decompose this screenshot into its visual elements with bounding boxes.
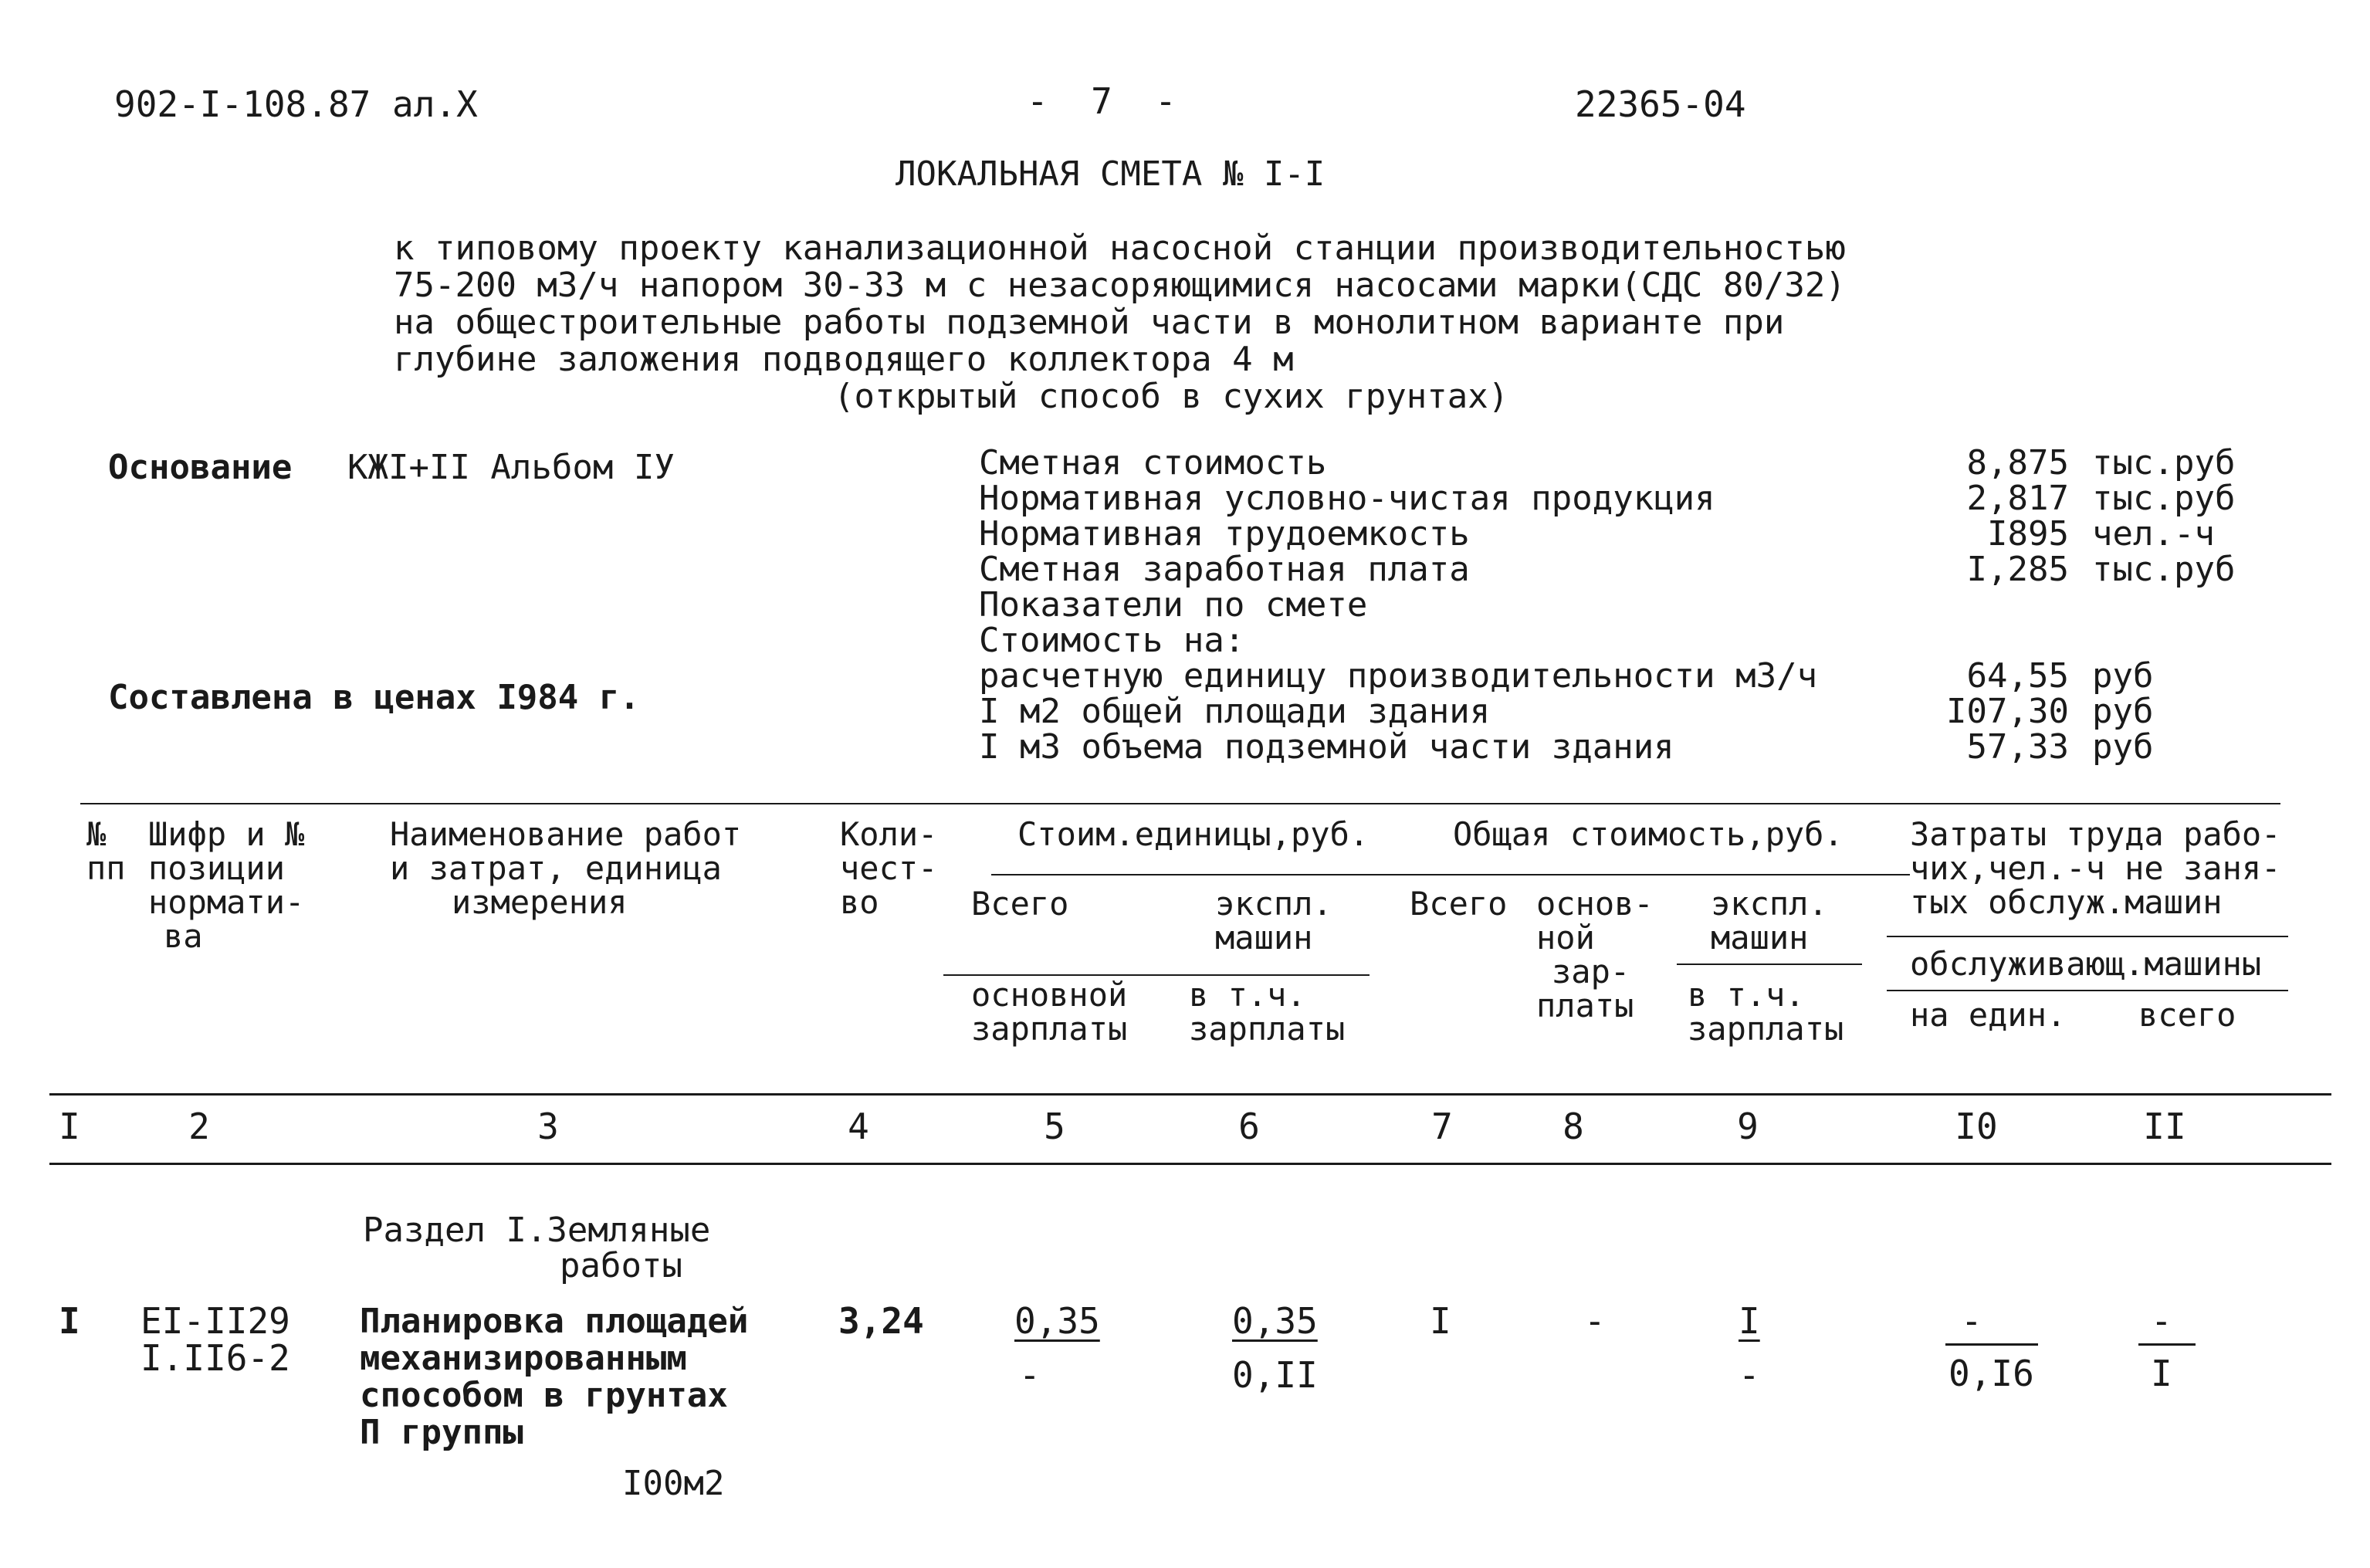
subtitle-line-2: 75-200 м3/ч напором 30-33 м с незасоряющимися насосами марки(СДС 80/32) (394, 266, 1846, 305)
table-top-rule (80, 803, 2280, 804)
header-base-salary-line1: основной (971, 976, 1128, 1014)
header-labor-line1: Затраты труда рабо- (1910, 815, 2281, 853)
subtitle-line-4: глубине заложения подводящего коллектора 4 м (394, 340, 1294, 379)
header-total-machines-line1: экспл. (1711, 885, 1828, 923)
subtitle-line-5: (открытый способ в сухих грунтах) (834, 377, 1509, 416)
header-unit-machines-line1: экспл. (1215, 885, 1332, 923)
indicator-value: 57,33 (1966, 727, 2069, 767)
row-unit: I00м2 (622, 1464, 725, 1503)
header-total-incl-salary-line2: зарплаты (1688, 1010, 1844, 1048)
indicator-label: Нормативная трудоемкость (979, 514, 1470, 554)
indicator-label: Стоимость на: (979, 621, 1245, 660)
header-serving-rule (1887, 990, 2288, 991)
header-unit-total: Всего (971, 885, 1069, 923)
header-code-line3: нормати- (148, 883, 305, 921)
header-total-machines-line2: машин (1711, 919, 1809, 957)
row-quantity: 3,24 (838, 1300, 924, 1342)
header-per-unit: на един. (1910, 996, 2067, 1034)
header-total-salary-line3: зар- (1552, 953, 1630, 991)
header-total-salary-line2: ной (1536, 919, 1595, 957)
header-name-line2: и затрат, единица (390, 849, 722, 887)
header-code-line2: позиции (148, 849, 286, 887)
header-code-line4: ва (164, 917, 203, 955)
column-number: 9 (1737, 1106, 1759, 1147)
row-unit-machine-salary: 0,II (1232, 1354, 1318, 1396)
section-title-line1: Раздел I.Земляные (363, 1211, 711, 1250)
row-labor-unit-rule (1945, 1343, 2038, 1346)
indicator-label: Нормативная условно-чистая продукция (979, 479, 1715, 518)
column-number: 4 (848, 1106, 869, 1147)
indicator-unit: тыс.руб (2092, 443, 2236, 483)
row-unit-total: 0,35 (1014, 1300, 1100, 1342)
header-qty-line3: во (840, 883, 879, 921)
row-name-line1: Планировка площадей (360, 1302, 749, 1341)
row-name-line2: механизированным (360, 1339, 687, 1378)
indicator-unit: тыс.руб (2092, 479, 2236, 518)
header-code-line1: Шифр и № (148, 815, 305, 853)
header-labor-line3: тых обслуж.машин (1910, 883, 2223, 921)
indicator-label: расчетную единицу производительности м3/ч (979, 656, 1818, 696)
header-unit-machines-line2: машин (1215, 919, 1313, 957)
indicator-value: I,285 (1966, 550, 2069, 589)
header-qty-line1: Коли- (840, 815, 938, 853)
indicator-unit: тыс.руб (2092, 550, 2236, 589)
row-total-salary: - (1584, 1300, 1606, 1342)
header-incl-salary-line2: зарплаты (1189, 1010, 1346, 1048)
indicator-label: Сметная стоимость (979, 443, 1327, 483)
basis-value: КЖI+II Альбом IУ (347, 448, 675, 487)
row-total-machine-salary: - (1739, 1354, 1760, 1396)
row-name-line4: П группы (360, 1413, 523, 1452)
row-number: I (59, 1300, 80, 1342)
indicator-value: I895 (1987, 514, 2069, 554)
row-labor-total-top: - (2151, 1300, 2172, 1342)
row-unit-machines: 0,35 (1232, 1300, 1318, 1342)
row-labor-unit-bottom: 0,I6 (1948, 1353, 2034, 1394)
indicator-label: I м2 общей площади здания (979, 692, 1491, 731)
indicator-label: I м3 объема подземной части здания (979, 727, 1674, 767)
indicator-unit: руб (2092, 727, 2154, 767)
indicator-unit: руб (2092, 656, 2154, 696)
column-number: II (2143, 1106, 2186, 1147)
row-unit-base-salary: - (1019, 1354, 1041, 1396)
basis-label: Основание (108, 448, 293, 487)
header-unit-cost-group: Стоим.единицы,руб. (1017, 815, 1370, 853)
subtitle-line-1: к типовому проекту канализационной насосной станции производительностью (394, 229, 1846, 268)
section-title-line2: работы (560, 1246, 682, 1285)
row-labor-total-rule (2138, 1343, 2196, 1346)
row-total-machines: I (1739, 1300, 1760, 1342)
header-serving-machines: обслуживающ.машины (1910, 945, 2262, 983)
column-number: 8 (1563, 1106, 1584, 1147)
indicator-unit: чел.-ч (2092, 514, 2215, 554)
header-base-salary-line2: зарплаты (971, 1010, 1128, 1048)
header-group-rule (991, 874, 1910, 875)
row-labor-unit-top: - (1961, 1300, 1982, 1342)
header-name-line3: измерения (452, 883, 628, 921)
page-number: - 7 - (1027, 80, 1177, 122)
indicator-label: Сметная заработная плата (979, 550, 1470, 589)
column-number: 7 (1431, 1106, 1453, 1147)
column-number: 6 (1238, 1106, 1260, 1147)
column-number: 2 (188, 1106, 210, 1147)
header-labor-rule (1887, 936, 2288, 937)
column-number: 5 (1044, 1106, 1065, 1147)
row-total-cost: I (1430, 1300, 1451, 1342)
page-title: ЛОКАЛЬНАЯ СМЕТА № I-I (896, 154, 1326, 194)
row-name-line3: способом в грунтах (360, 1376, 728, 1415)
header-total-cost-group: Общая стоимость,руб. (1453, 815, 1844, 853)
indicator-value: 2,817 (1966, 479, 2069, 518)
indicator-unit: руб (2092, 692, 2154, 731)
header-labor-line2: чих,чел.-ч не заня- (1910, 849, 2281, 887)
header-incl-salary-line1: в т.ч. (1189, 976, 1306, 1014)
header-total-rule (1677, 963, 1862, 965)
row-labor-total-bottom: I (2151, 1353, 2172, 1394)
column-number: I0 (1955, 1106, 1998, 1147)
indicator-value: 8,875 (1966, 443, 2069, 483)
header-qty-line2: чест- (840, 849, 938, 887)
header-total-all: Всего (1410, 885, 1508, 923)
header-labor-total: всего (2138, 996, 2236, 1034)
document-code: 902-I-108.87 ал.X (114, 83, 478, 125)
indicator-label: Показатели по смете (979, 585, 1368, 625)
column-numbers-bottom-rule (49, 1163, 2331, 1165)
header-num-line1: № (86, 815, 107, 853)
header-total-incl-salary-line1: в т.ч. (1688, 976, 1805, 1014)
indicator-value: I07,30 (1946, 692, 2069, 731)
header-total-salary-line4: платы (1536, 987, 1634, 1024)
row-code-line2: I.II6-2 (141, 1337, 290, 1379)
indicator-value: 64,55 (1966, 656, 2069, 696)
header-num-line2: пп (86, 849, 126, 887)
subtitle-line-3: на общестроительные работы подземной части в монолитном варианте при (394, 303, 1785, 342)
column-numbers-top-rule (49, 1093, 2331, 1096)
column-number: 3 (537, 1106, 559, 1147)
row-code-line1: EI-II29 (141, 1300, 290, 1342)
header-name-line1: Наименование работ (390, 815, 742, 853)
header-total-salary-line1: основ- (1536, 885, 1654, 923)
column-number: I (59, 1106, 80, 1147)
prices-label: Составлена в ценах I984 г. (108, 678, 640, 717)
document-number: 22365-04 (1575, 83, 1746, 125)
